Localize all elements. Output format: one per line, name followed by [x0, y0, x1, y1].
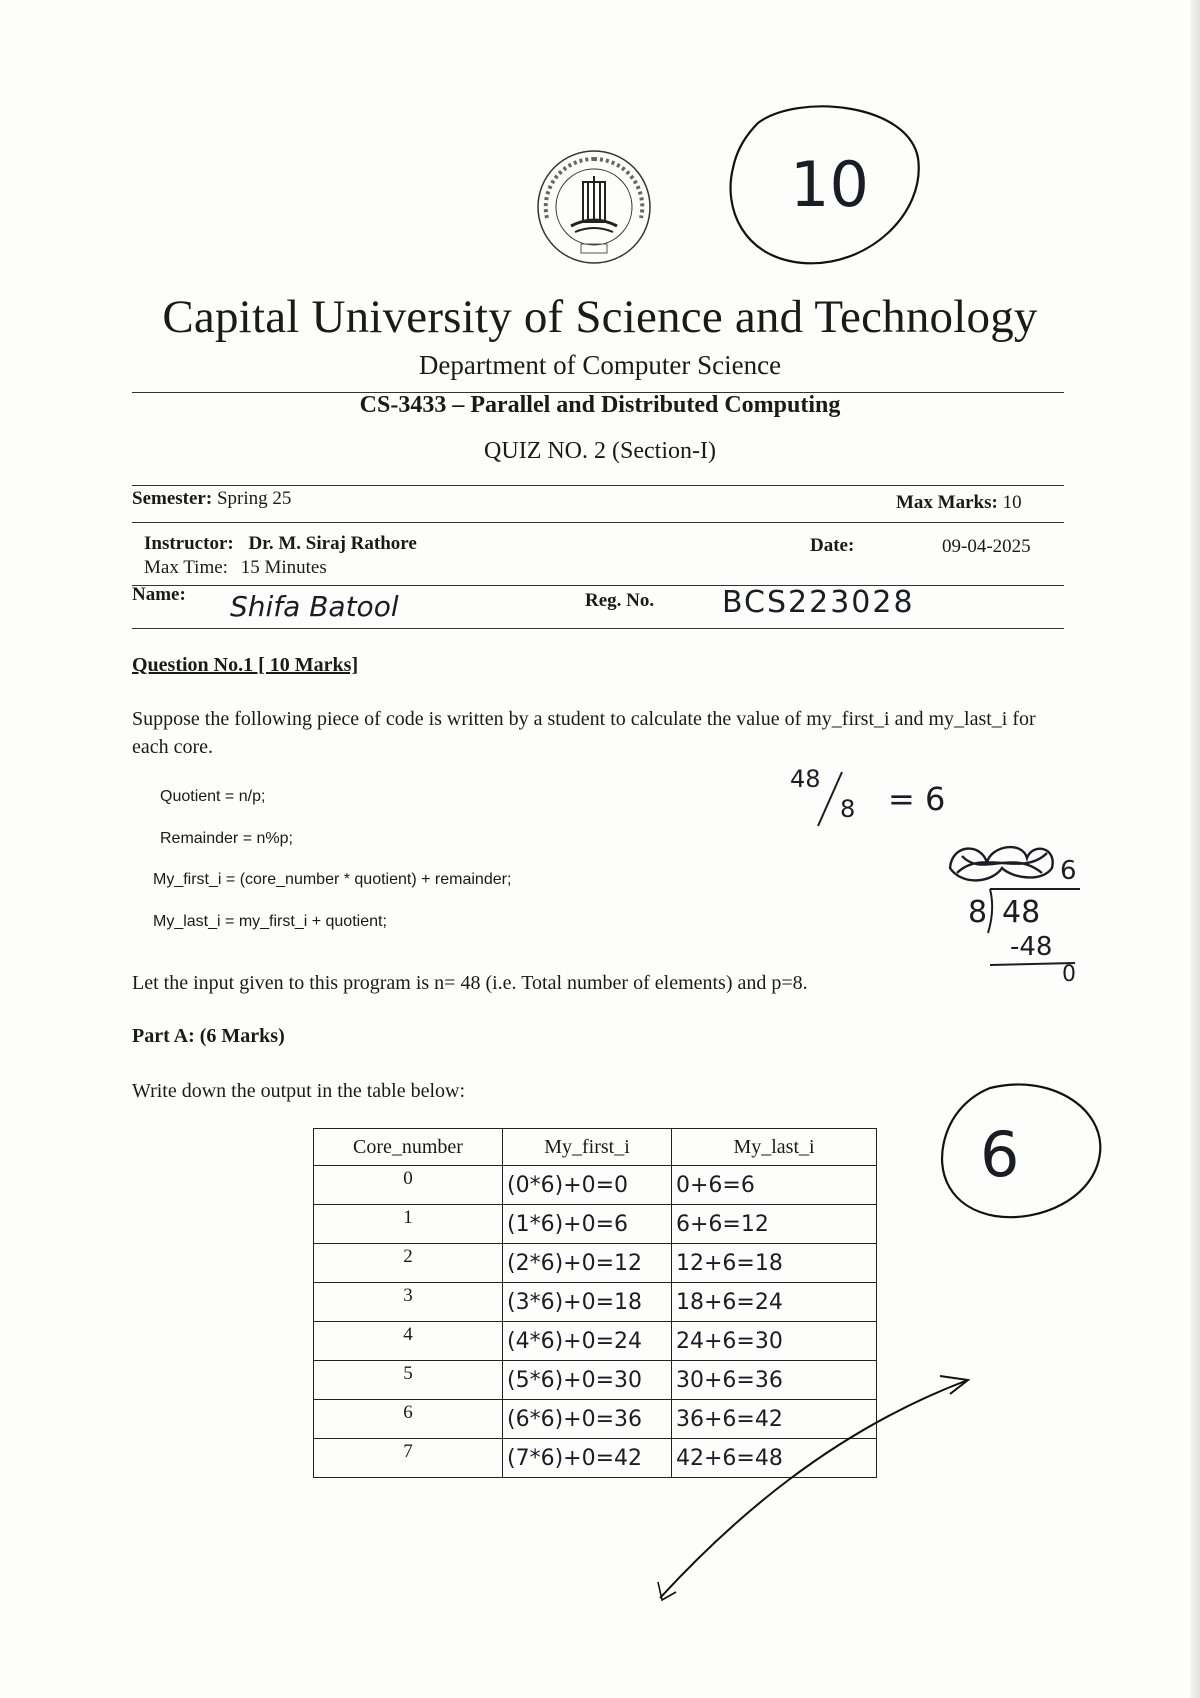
- part-a-score: 6: [980, 1118, 1020, 1191]
- table-row: [314, 1166, 877, 1205]
- table-header-row: [314, 1129, 877, 1166]
- code-line-quotient: Quotient = n/p;: [160, 788, 266, 805]
- core-number-cell: 1: [314, 1205, 503, 1244]
- reg-no-label-text: Reg. No.: [585, 590, 655, 611]
- my-last-i-cell: 18+6=24: [672, 1283, 877, 1322]
- info-divider-1: [132, 485, 1064, 486]
- reg-no-label: [585, 590, 654, 612]
- info-divider-4: [132, 628, 1064, 629]
- long-division-remainder: 0: [1062, 962, 1076, 987]
- name-label: [132, 584, 186, 606]
- header-core-number: Core_number: [314, 1129, 503, 1166]
- header-my-first-i: My_first_i: [503, 1129, 672, 1166]
- core-number-cell: 2: [314, 1244, 503, 1283]
- my-last-i-cell: 6+6=12: [672, 1205, 877, 1244]
- code-line-remainder: Remainder = n%p;: [160, 830, 293, 847]
- my-last-i-cell: 30+6=36: [672, 1361, 877, 1400]
- info-divider-2: [132, 522, 1064, 523]
- part-a-heading: Part A: (6 Marks): [132, 1025, 285, 1047]
- name-label-text: Name:: [132, 584, 186, 605]
- date-value: 09-04-2025: [942, 536, 1031, 557]
- max-time-value: 15 Minutes: [240, 557, 327, 578]
- student-name: Shifa Batool: [230, 590, 399, 623]
- max-marks-field: [896, 492, 1022, 514]
- total-score: 10: [790, 148, 869, 221]
- code-line-my-last-i: My_last_i = my_first_i + quotient;: [153, 913, 387, 930]
- my-first-i-cell: (0*6)+0=0: [503, 1166, 672, 1205]
- university-seal-logo: [535, 148, 653, 266]
- my-first-i-cell: (6*6)+0=36: [503, 1400, 672, 1439]
- table-row: [314, 1322, 877, 1361]
- scribble-mark: [942, 838, 1062, 888]
- my-first-i-cell: (1*6)+0=6: [503, 1205, 672, 1244]
- university-name: Capital University of Science and Technology: [162, 291, 1038, 343]
- my-first-i-cell: (5*6)+0=30: [503, 1361, 672, 1400]
- max-marks-value: 10: [1002, 492, 1022, 513]
- semester-field: [132, 488, 291, 510]
- division-numerator: 48: [790, 765, 821, 793]
- table-row: [314, 1283, 877, 1322]
- my-last-i-cell: 0+6=6: [672, 1166, 877, 1205]
- instructor-field: [144, 533, 417, 555]
- core-number-cell: 7: [314, 1439, 503, 1478]
- page-edge: [1190, 0, 1200, 1698]
- part-a-score-circle: [930, 1078, 1110, 1228]
- long-division-subtract: -48: [1010, 932, 1053, 962]
- date-label-text: Date:: [810, 535, 855, 556]
- semester-label: Semester:: [132, 488, 213, 509]
- input-statement: Let the input given to this program is n= 48 (i.e. Total number of elements) and p=8.: [132, 972, 808, 994]
- division-denominator: 8: [840, 795, 856, 823]
- core-number-cell: 4: [314, 1322, 503, 1361]
- table-row: [314, 1244, 877, 1283]
- table-instruction: Write down the output in the table below:: [132, 1080, 466, 1102]
- instructor-value: Dr. M. Siraj Rathore: [248, 533, 417, 554]
- my-first-i-cell: (7*6)+0=42: [503, 1439, 672, 1478]
- date-label: [810, 535, 854, 557]
- header-my-last-i: My_last_i: [672, 1129, 877, 1166]
- grader-check-mark: [650, 1372, 980, 1602]
- core-number-cell: 3: [314, 1283, 503, 1322]
- table-row: [314, 1205, 877, 1244]
- core-number-cell: 6: [314, 1400, 503, 1439]
- max-time-label: Max Time:: [144, 557, 228, 578]
- my-last-i-cell: 42+6=48: [672, 1439, 877, 1478]
- department-name: Department of Computer Science: [418, 350, 782, 380]
- long-division-dividend: 48: [1002, 895, 1041, 930]
- max-time-field: [144, 557, 327, 579]
- course-title: CS-3433 – Parallel and Distributed Computing: [359, 392, 841, 418]
- question-heading: Question No.1 [ 10 Marks]: [132, 654, 359, 676]
- code-line-my-first-i: My_first_i = (core_number * quotient) + remainder;: [153, 871, 512, 888]
- semester-value: Spring 25: [216, 488, 292, 509]
- my-last-i-cell: 24+6=30: [672, 1322, 877, 1361]
- my-last-i-cell: 12+6=18: [672, 1244, 877, 1283]
- quiz-title: QUIZ NO. 2 (Section-I): [484, 438, 716, 464]
- info-divider-3: [132, 585, 1064, 586]
- my-first-i-cell: (4*6)+0=24: [503, 1322, 672, 1361]
- reg-no-value: BCS223028: [722, 585, 915, 620]
- question-intro: Suppose the following piece of code is written by a student to calculate the value of my_first_i and my_last_i for each core.: [132, 708, 1036, 758]
- division-result: = 6: [888, 780, 946, 818]
- long-division-divisor: 8: [968, 895, 988, 930]
- core-number-cell: 0: [314, 1166, 503, 1205]
- instructor-label: Instructor:: [144, 533, 234, 554]
- my-first-i-cell: (3*6)+0=18: [503, 1283, 672, 1322]
- my-first-i-cell: (2*6)+0=12: [503, 1244, 672, 1283]
- core-number-cell: 5: [314, 1361, 503, 1400]
- my-last-i-cell: 36+6=42: [672, 1400, 877, 1439]
- max-marks-label: Max Marks:: [896, 492, 998, 513]
- long-division-quotient: 6: [1060, 856, 1077, 886]
